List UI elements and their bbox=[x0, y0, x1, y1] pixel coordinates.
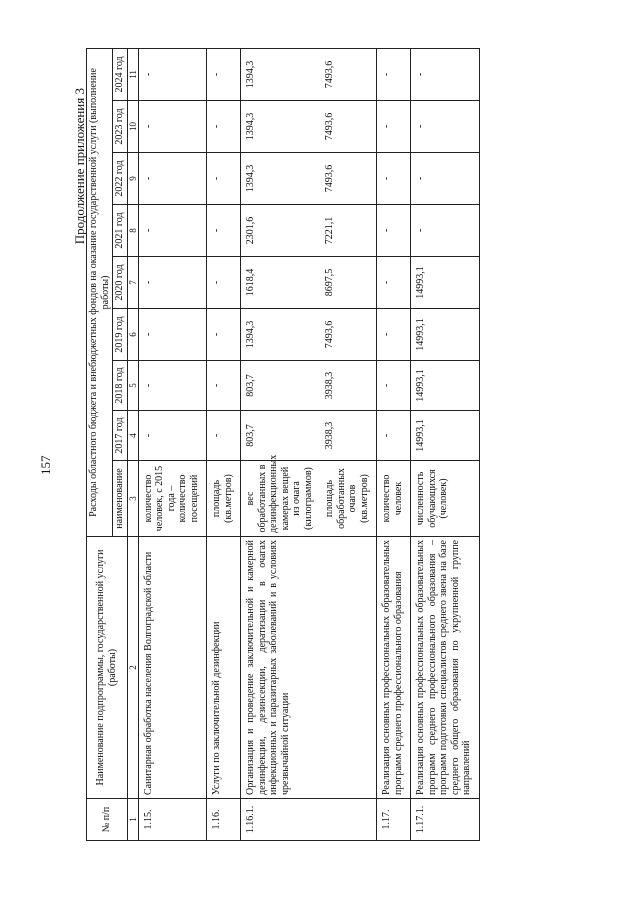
expense-value: 14993,1 bbox=[411, 309, 480, 361]
expense-value: - bbox=[207, 48, 241, 100]
service-name bbox=[320, 537, 377, 799]
expense-value: 14993,1 bbox=[411, 361, 480, 411]
column-number: 9 bbox=[127, 153, 138, 205]
expense-value: 7493,6 bbox=[320, 153, 377, 205]
expense-value: - bbox=[377, 48, 411, 100]
header-year: 2021 год bbox=[113, 205, 128, 257]
table-row bbox=[207, 48, 241, 840]
expenses-table bbox=[86, 48, 480, 841]
expense-value: - bbox=[377, 205, 411, 257]
expense-value: - bbox=[377, 361, 411, 411]
expense-value: - bbox=[138, 309, 207, 361]
expense-value: - bbox=[207, 153, 241, 205]
expense-value: - bbox=[207, 361, 241, 411]
header-year: 2017 год bbox=[113, 411, 128, 461]
header-year: 2024 год bbox=[113, 48, 128, 100]
service-name: Услуги по заключительной дезинфекции bbox=[207, 537, 241, 799]
expense-value: - bbox=[411, 205, 480, 257]
row-number: 1.16. bbox=[207, 799, 241, 841]
expense-value: 1618,4 bbox=[241, 257, 321, 309]
table-row bbox=[377, 48, 411, 840]
expense-value: 3938,3 bbox=[320, 361, 377, 411]
indicator-name: количество человек bbox=[377, 461, 411, 537]
header-year: 2018 год bbox=[113, 361, 128, 411]
continuation-label: Продолжение приложения 3 bbox=[72, 88, 87, 245]
column-number: 7 bbox=[127, 257, 138, 309]
column-number: 1 bbox=[127, 799, 138, 841]
header-col-name: Наименование подпрограммы, государственной услуги (работы) bbox=[87, 537, 128, 799]
row-number: 1.17.1. bbox=[411, 799, 480, 841]
page-number: 157 bbox=[38, 455, 53, 475]
expense-value: - bbox=[377, 101, 411, 153]
column-number: 3 bbox=[127, 461, 138, 537]
expense-value: - bbox=[138, 48, 207, 100]
header-col-indicator: наименование bbox=[113, 461, 128, 537]
expense-value: 8697,5 bbox=[320, 257, 377, 309]
indicator-name: вес обработанных в дезинфекционных камерах вещей из очага (килограммов) bbox=[241, 461, 321, 537]
expense-value: 1394,3 bbox=[241, 101, 321, 153]
table-row bbox=[411, 48, 480, 840]
table-row bbox=[320, 48, 377, 840]
column-number: 4 bbox=[127, 411, 138, 461]
column-number: 10 bbox=[127, 101, 138, 153]
expense-value: 14993,1 bbox=[411, 411, 480, 461]
header-year: 2023 год bbox=[113, 101, 128, 153]
row-number bbox=[320, 799, 377, 841]
expense-value: - bbox=[411, 101, 480, 153]
expense-value: 7493,6 bbox=[320, 309, 377, 361]
expense-value: - bbox=[377, 309, 411, 361]
expense-value: - bbox=[377, 257, 411, 309]
row-number: 1.17. bbox=[377, 799, 411, 841]
expense-value: - bbox=[138, 153, 207, 205]
header-col-expenses: Расходы областного бюджета и внебюджетных фондов на оказание государственной услуги (выполнение работы) bbox=[87, 48, 113, 536]
column-number: 6 bbox=[127, 309, 138, 361]
expense-value: 7493,6 bbox=[320, 101, 377, 153]
table-row bbox=[138, 48, 207, 840]
header-year: 2022 год bbox=[113, 153, 128, 205]
header-year: 2019 год bbox=[113, 309, 128, 361]
expense-value: 1394,3 bbox=[241, 153, 321, 205]
header-year: 2020 год bbox=[113, 257, 128, 309]
indicator-name: численность обучающихся (человек) bbox=[411, 461, 480, 537]
expense-value: - bbox=[138, 101, 207, 153]
expense-value: - bbox=[207, 205, 241, 257]
expense-value: 14993,1 bbox=[411, 257, 480, 309]
expense-value: 7221,1 bbox=[320, 205, 377, 257]
expense-value: - bbox=[411, 153, 480, 205]
expense-value: 803,7 bbox=[241, 361, 321, 411]
expense-value: 7493,6 bbox=[320, 48, 377, 100]
expense-value: - bbox=[207, 257, 241, 309]
expense-value: - bbox=[138, 411, 207, 461]
expense-value: 803,7 bbox=[241, 411, 321, 461]
indicator-name: количество человек, с 2015 года – количество посещений bbox=[138, 461, 207, 537]
expense-value: - bbox=[207, 309, 241, 361]
row-number: 1.16.1. bbox=[241, 799, 321, 841]
column-number: 2 bbox=[127, 537, 138, 799]
service-name: Реализация основных профессиональных образовательных программ среднего профессионального образования bbox=[377, 537, 411, 799]
column-number: 5 bbox=[127, 361, 138, 411]
row-number: 1.15. bbox=[138, 799, 207, 841]
expense-value: - bbox=[377, 411, 411, 461]
table-row bbox=[241, 48, 321, 840]
column-number: 11 bbox=[127, 48, 138, 100]
expense-value: 3938,3 bbox=[320, 411, 377, 461]
expense-value: - bbox=[207, 101, 241, 153]
expense-value: 2301,6 bbox=[241, 205, 321, 257]
expense-value: - bbox=[411, 48, 480, 100]
expense-value: - bbox=[138, 205, 207, 257]
indicator-name: площадь обработанных очагов (кв.метров) bbox=[320, 461, 377, 537]
service-name: Реализация основных профессиональных образовательных программ среднего профессионального образования – программ подготовки специалистов среднего звена на базе среднего общего образования по укрупненной группе направлений bbox=[411, 537, 480, 799]
column-number: 8 bbox=[127, 205, 138, 257]
header-col-no: № п/п bbox=[87, 799, 128, 841]
expense-value: - bbox=[377, 153, 411, 205]
indicator-name: площадь (кв.метров) bbox=[207, 461, 241, 537]
service-name: Санитарная обработка населения Волгоградской области bbox=[138, 537, 207, 799]
expense-value: 1394,3 bbox=[241, 309, 321, 361]
expense-value: 1394,3 bbox=[241, 48, 321, 100]
expense-value: - bbox=[138, 361, 207, 411]
expense-value: - bbox=[138, 257, 207, 309]
expense-value: - bbox=[207, 411, 241, 461]
service-name: Организация и проведение заключительной и камерной дезинфекции, дезинсекции, дератизации в очагах инфекционных и паразитарных заболеваний и в условиях чрезвычайной ситуации bbox=[241, 537, 321, 799]
